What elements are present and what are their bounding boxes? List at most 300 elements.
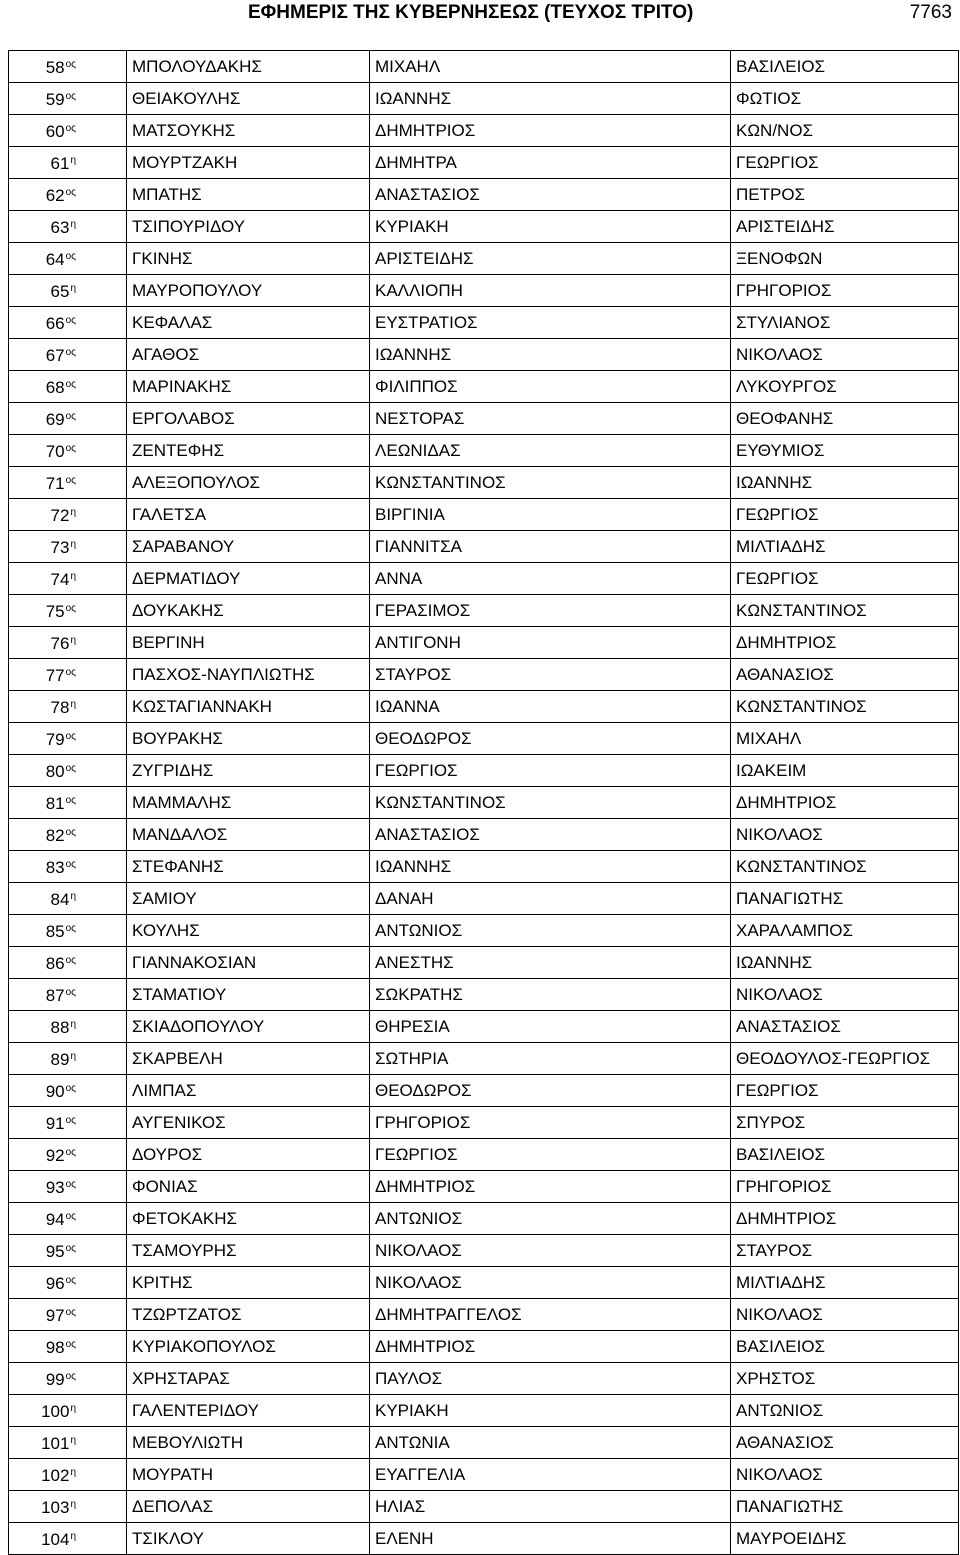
rank-cell <box>9 179 127 211</box>
surname-cell: ΜΟΥΡΤΖΑΚΗ <box>127 147 370 179</box>
rank-number: 95 <box>45 1242 65 1261</box>
firstname-cell: ΑΝΤΩΝΙΟΣ <box>370 1203 731 1235</box>
firstname-cell: ΑΝΑΣΤΑΣΙΟΣ <box>370 819 731 851</box>
table-row <box>9 1459 959 1491</box>
rank-suffix: ος <box>65 1307 76 1318</box>
rank-suffix: ος <box>65 795 76 806</box>
father-name-cell: ΧΡΗΣΤΟΣ <box>731 1363 959 1395</box>
surname-cell: ΜΠΑΤΗΣ <box>127 179 370 211</box>
surname-cell: ΦΟΝΙΑΣ <box>127 1171 370 1203</box>
rank-suffix: η <box>70 1499 76 1510</box>
table-row <box>9 1523 959 1555</box>
table-row <box>9 1203 959 1235</box>
father-name-cell: ΙΩΑΝΝΗΣ <box>731 947 959 979</box>
rank-suffix: ος <box>65 1275 76 1286</box>
father-name-cell: ΔΗΜΗΤΡΙΟΣ <box>731 787 959 819</box>
surname-cell: ΜΑΡΙΝΑΚΗΣ <box>127 371 370 403</box>
rank-cell <box>9 1011 127 1043</box>
surname-cell: ΦΕΤΟΚΑΚΗΣ <box>127 1203 370 1235</box>
table-row <box>9 947 959 979</box>
rank-number: 100 <box>41 1402 70 1421</box>
rank-suffix: ος <box>65 315 76 326</box>
firstname-cell: ΛΕΩΝΙΔΑΣ <box>370 435 731 467</box>
rank-suffix: ος <box>65 1179 76 1190</box>
surname-cell: ΖΕΝΤΕΦΗΣ <box>127 435 370 467</box>
rank-suffix: ος <box>65 443 76 454</box>
firstname-cell: ΑΝΤΩΝΙΑ <box>370 1427 731 1459</box>
father-name-cell: ΑΘΑΝΑΣΙΟΣ <box>731 659 959 691</box>
firstname-cell: ΚΥΡΙΑΚΗ <box>370 1395 731 1427</box>
rank-cell <box>9 531 127 563</box>
firstname-cell: ΔΗΜΗΤΡΑ <box>370 147 731 179</box>
father-name-cell: ΞΕΝΟΦΩΝ <box>731 243 959 275</box>
rank-number: 92 <box>45 1146 65 1165</box>
table-row <box>9 339 959 371</box>
rank-cell <box>9 1299 127 1331</box>
rank-suffix: ος <box>65 923 76 934</box>
rank-suffix: ος <box>65 1147 76 1158</box>
firstname-cell: ΔΗΜΗΤΡΑΓΓΕΛΟΣ <box>370 1299 731 1331</box>
ranking-table-container <box>8 50 958 1555</box>
father-name-cell: ΚΩΝΣΤΑΝΤΙΝΟΣ <box>731 595 959 627</box>
rank-cell <box>9 83 127 115</box>
table-row <box>9 83 959 115</box>
surname-cell: ΤΣΙΠΟΥΡΙΔΟΥ <box>127 211 370 243</box>
table-row <box>9 755 959 787</box>
rank-cell <box>9 595 127 627</box>
surname-cell: ΜΟΥΡΑΤΗ <box>127 1459 370 1491</box>
rank-cell <box>9 275 127 307</box>
rank-number: 93 <box>45 1178 65 1197</box>
rank-suffix: η <box>70 507 76 518</box>
surname-cell: ΜΑΜΜΑΛΗΣ <box>127 787 370 819</box>
surname-cell: ΔΟΥΡΟΣ <box>127 1139 370 1171</box>
table-row <box>9 723 959 755</box>
firstname-cell: ΕΥΣΤΡΑΤΙΟΣ <box>370 307 731 339</box>
rank-cell <box>9 659 127 691</box>
firstname-cell: ΒΙΡΓΙΝΙΑ <box>370 499 731 531</box>
rank-cell <box>9 307 127 339</box>
rank-cell <box>9 979 127 1011</box>
rank-suffix: ος <box>65 763 76 774</box>
rank-number: 76 <box>50 634 70 653</box>
firstname-cell: ΣΩΤΗΡΙΑ <box>370 1043 731 1075</box>
rank-number: 80 <box>45 762 65 781</box>
rank-number: 81 <box>45 794 65 813</box>
rank-number: 84 <box>50 890 70 909</box>
firstname-cell: ΓΙΑΝΝΙΤΣΑ <box>370 531 731 563</box>
surname-cell: ΠΑΣΧΟΣ-ΝΑΥΠΛΙΩΤΗΣ <box>127 659 370 691</box>
table-row <box>9 819 959 851</box>
rank-cell <box>9 1267 127 1299</box>
table-row <box>9 1491 959 1523</box>
rank-number: 70 <box>45 442 65 461</box>
rank-cell <box>9 435 127 467</box>
surname-cell: ΣΑΜΙΟΥ <box>127 883 370 915</box>
father-name-cell: ΦΩΤΙΟΣ <box>731 83 959 115</box>
firstname-cell: ΙΩΑΝΝΗΣ <box>370 851 731 883</box>
rank-cell <box>9 51 127 83</box>
rank-suffix: η <box>70 1051 76 1062</box>
father-name-cell: ΓΕΩΡΓΙΟΣ <box>731 499 959 531</box>
rank-cell <box>9 883 127 915</box>
firstname-cell: ΚΑΛΛΙΟΠΗ <box>370 275 731 307</box>
father-name-cell: ΒΑΣΙΛΕΙΟΣ <box>731 1331 959 1363</box>
table-row <box>9 1267 959 1299</box>
surname-cell: ΜΑΤΣΟΥΚΗΣ <box>127 115 370 147</box>
father-name-cell: ΔΗΜΗΤΡΙΟΣ <box>731 1203 959 1235</box>
father-name-cell: ΜΑΥΡΟΕΙΔΗΣ <box>731 1523 959 1555</box>
surname-cell: ΓΑΛΕΤΣΑ <box>127 499 370 531</box>
table-row <box>9 915 959 947</box>
rank-cell <box>9 819 127 851</box>
rank-cell <box>9 1395 127 1427</box>
table-row <box>9 1363 959 1395</box>
rank-suffix: η <box>70 283 76 294</box>
surname-cell: ΚΩΣΤΑΓΙΑΝΝΑΚΗ <box>127 691 370 723</box>
firstname-cell: ΓΕΡΑΣΙΜΟΣ <box>370 595 731 627</box>
firstname-cell: ΓΡΗΓΟΡΙΟΣ <box>370 1107 731 1139</box>
table-row <box>9 275 959 307</box>
surname-cell: ΤΣΑΜΟΥΡΗΣ <box>127 1235 370 1267</box>
table-row <box>9 627 959 659</box>
father-name-cell: ΓΕΩΡΓΙΟΣ <box>731 1075 959 1107</box>
father-name-cell: ΑΡΙΣΤΕΙΔΗΣ <box>731 211 959 243</box>
father-name-cell: ΓΡΗΓΟΡΙΟΣ <box>731 275 959 307</box>
firstname-cell: ΚΩΝΣΤΑΝΤΙΝΟΣ <box>370 787 731 819</box>
table-row <box>9 1235 959 1267</box>
rank-number: 67 <box>45 346 65 365</box>
surname-cell: ΜΑΥΡΟΠΟΥΛΟΥ <box>127 275 370 307</box>
rank-suffix: ος <box>65 1243 76 1254</box>
father-name-cell: ΝΙΚΟΛΑΟΣ <box>731 1299 959 1331</box>
rank-cell <box>9 1075 127 1107</box>
surname-cell: ΑΓΑΘΟΣ <box>127 339 370 371</box>
table-row <box>9 1075 959 1107</box>
rank-cell <box>9 467 127 499</box>
table-row <box>9 147 959 179</box>
rank-cell <box>9 947 127 979</box>
surname-cell: ΜΠΟΛΟΥΔΑΚΗΣ <box>127 51 370 83</box>
rank-number: 74 <box>50 570 70 589</box>
rank-cell <box>9 915 127 947</box>
rank-number: 103 <box>41 1498 70 1517</box>
father-name-cell: ΜΙΛΤΙΑΔΗΣ <box>731 531 959 563</box>
rank-suffix: η <box>70 891 76 902</box>
rank-cell <box>9 147 127 179</box>
firstname-cell: ΕΥΑΓΓΕΛΙΑ <box>370 1459 731 1491</box>
rank-suffix: η <box>70 571 76 582</box>
page-number: 7763 <box>909 2 952 23</box>
rank-suffix: η <box>70 219 76 230</box>
rank-number: 68 <box>45 378 65 397</box>
rank-suffix: ος <box>65 667 76 678</box>
rank-cell <box>9 723 127 755</box>
rank-number: 99 <box>45 1370 65 1389</box>
firstname-cell: ΘΕΟΔΩΡΟΣ <box>370 723 731 755</box>
rank-suffix: ος <box>65 1339 76 1350</box>
rank-suffix: η <box>70 1019 76 1030</box>
rank-suffix: ος <box>65 987 76 998</box>
rank-cell <box>9 1043 127 1075</box>
rank-suffix: ος <box>65 187 76 198</box>
rank-suffix: η <box>70 699 76 710</box>
firstname-cell: ΕΛΕΝΗ <box>370 1523 731 1555</box>
firstname-cell: ΝΙΚΟΛΑΟΣ <box>370 1235 731 1267</box>
rank-cell <box>9 211 127 243</box>
firstname-cell: ΙΩΑΝΝΗΣ <box>370 83 731 115</box>
rank-number: 97 <box>45 1306 65 1325</box>
firstname-cell: ΓΕΩΡΓΙΟΣ <box>370 1139 731 1171</box>
surname-cell: ΛΙΜΠΑΣ <box>127 1075 370 1107</box>
table-row <box>9 1011 959 1043</box>
father-name-cell: ΙΩΑΝΝΗΣ <box>731 467 959 499</box>
surname-cell: ΚΡΙΤΗΣ <box>127 1267 370 1299</box>
rank-suffix: ος <box>65 603 76 614</box>
rank-number: 82 <box>45 826 65 845</box>
surname-cell: ΤΣΙΚΛΟΥ <box>127 1523 370 1555</box>
table-row <box>9 1107 959 1139</box>
surname-cell: ΕΡΓΟΛΑΒΟΣ <box>127 403 370 435</box>
surname-cell: ΧΡΗΣΤΑΡΑΣ <box>127 1363 370 1395</box>
rank-number: 94 <box>45 1210 65 1229</box>
rank-cell <box>9 403 127 435</box>
firstname-cell: ΘΗΡΕΣΙΑ <box>370 1011 731 1043</box>
rank-suffix: ος <box>65 827 76 838</box>
firstname-cell: ΣΩΚΡΑΤΗΣ <box>370 979 731 1011</box>
rank-cell <box>9 1331 127 1363</box>
rank-cell <box>9 1203 127 1235</box>
table-row <box>9 787 959 819</box>
rank-suffix: ος <box>65 955 76 966</box>
surname-cell: ΤΖΩΡΤΖΑΤΟΣ <box>127 1299 370 1331</box>
rank-cell <box>9 755 127 787</box>
rank-cell <box>9 1427 127 1459</box>
table-row <box>9 1139 959 1171</box>
rank-suffix: ος <box>65 347 76 358</box>
firstname-cell: ΑΝΕΣΤΗΣ <box>370 947 731 979</box>
rank-number: 88 <box>50 1018 70 1037</box>
father-name-cell: ΚΩΝ/ΝΟΣ <box>731 115 959 147</box>
firstname-cell: ΔΗΜΗΤΡΙΟΣ <box>370 1171 731 1203</box>
rank-suffix: ος <box>65 91 76 102</box>
table-row <box>9 467 959 499</box>
rank-number: 58 <box>45 58 65 77</box>
rank-cell <box>9 115 127 147</box>
rank-cell <box>9 339 127 371</box>
table-row <box>9 691 959 723</box>
father-name-cell: ΑΝΑΣΤΑΣΙΟΣ <box>731 1011 959 1043</box>
table-row <box>9 979 959 1011</box>
father-name-cell: ΘΕΟΦΑΝΗΣ <box>731 403 959 435</box>
rank-number: 91 <box>45 1114 65 1133</box>
rank-number: 102 <box>41 1466 70 1485</box>
father-name-cell: ΛΥΚΟΥΡΓΟΣ <box>731 371 959 403</box>
father-name-cell: ΓΕΩΡΓΙΟΣ <box>731 147 959 179</box>
firstname-cell: ΝΕΣΤΟΡΑΣ <box>370 403 731 435</box>
surname-cell: ΓΙΑΝΝΑΚΟΣΙΑΝ <box>127 947 370 979</box>
rank-number: 61 <box>50 154 70 173</box>
rank-cell <box>9 1363 127 1395</box>
table-row <box>9 371 959 403</box>
rank-number: 87 <box>45 986 65 1005</box>
father-name-cell: ΠΕΤΡΟΣ <box>731 179 959 211</box>
ranking-table-body <box>9 51 959 1555</box>
father-name-cell: ΝΙΚΟΛΑΟΣ <box>731 1459 959 1491</box>
rank-number: 65 <box>50 282 70 301</box>
rank-number: 77 <box>45 666 65 685</box>
father-name-cell: ΜΙΛΤΙΑΔΗΣ <box>731 1267 959 1299</box>
rank-suffix: η <box>70 1531 76 1542</box>
surname-cell: ΚΥΡΙΑΚΟΠΟΥΛΟΣ <box>127 1331 370 1363</box>
table-row <box>9 307 959 339</box>
rank-number: 75 <box>45 602 65 621</box>
table-row <box>9 851 959 883</box>
table-row <box>9 115 959 147</box>
father-name-cell: ΜΙΧΑΗΛ <box>731 723 959 755</box>
rank-cell <box>9 851 127 883</box>
surname-cell: ΣΚΙΑΔΟΠΟΥΛΟΥ <box>127 1011 370 1043</box>
surname-cell: ΘΕΙΑΚΟΥΛΗΣ <box>127 83 370 115</box>
surname-cell: ΚΟΥΛΗΣ <box>127 915 370 947</box>
rank-suffix: η <box>70 1435 76 1446</box>
rank-number: 101 <box>41 1434 70 1453</box>
father-name-cell: ΙΩΑΚΕΙΜ <box>731 755 959 787</box>
surname-cell: ΑΥΓΕΝΙΚΟΣ <box>127 1107 370 1139</box>
father-name-cell: ΕΥΘΥΜΙΟΣ <box>731 435 959 467</box>
table-row <box>9 1043 959 1075</box>
table-row <box>9 51 959 83</box>
father-name-cell: ΚΩΝΣΤΑΝΤΙΝΟΣ <box>731 691 959 723</box>
father-name-cell: ΒΑΣΙΛΕΙΟΣ <box>731 51 959 83</box>
surname-cell: ΜΕΒΟΥΛΙΩΤΗ <box>127 1427 370 1459</box>
surname-cell: ΔΟΥΚΑΚΗΣ <box>127 595 370 627</box>
table-row <box>9 1171 959 1203</box>
page-header <box>0 0 960 40</box>
rank-cell <box>9 1139 127 1171</box>
firstname-cell: ΑΝΑΣΤΑΣΙΟΣ <box>370 179 731 211</box>
rank-cell <box>9 563 127 595</box>
father-name-cell: ΓΕΩΡΓΙΟΣ <box>731 563 959 595</box>
rank-number: 60 <box>45 122 65 141</box>
rank-suffix: η <box>70 155 76 166</box>
rank-number: 98 <box>45 1338 65 1357</box>
table-row <box>9 659 959 691</box>
firstname-cell: ΠΑΥΛΟΣ <box>370 1363 731 1395</box>
table-row <box>9 1395 959 1427</box>
rank-suffix: η <box>70 1403 76 1414</box>
rank-suffix: ος <box>65 411 76 422</box>
table-row <box>9 179 959 211</box>
table-row <box>9 435 959 467</box>
rank-cell <box>9 1171 127 1203</box>
rank-cell <box>9 1235 127 1267</box>
rank-number: 66 <box>45 314 65 333</box>
rank-suffix: ος <box>65 59 76 70</box>
firstname-cell: ΚΥΡΙΑΚΗ <box>370 211 731 243</box>
rank-cell <box>9 1107 127 1139</box>
table-row <box>9 883 959 915</box>
ranking-table <box>8 50 959 1555</box>
father-name-cell: ΓΡΗΓΟΡΙΟΣ <box>731 1171 959 1203</box>
surname-cell: ΒΟΥΡΑΚΗΣ <box>127 723 370 755</box>
rank-number: 73 <box>50 538 70 557</box>
father-name-cell: ΣΠΥΡΟΣ <box>731 1107 959 1139</box>
surname-cell: ΜΑΝΔΑΛΟΣ <box>127 819 370 851</box>
father-name-cell: ΒΑΣΙΛΕΙΟΣ <box>731 1139 959 1171</box>
father-name-cell: ΧΑΡΑΛΑΜΠΟΣ <box>731 915 959 947</box>
rank-suffix: ος <box>65 1371 76 1382</box>
father-name-cell: ΑΘΑΝΑΣΙΟΣ <box>731 1427 959 1459</box>
surname-cell: ΣΤΑΜΑΤΙΟΥ <box>127 979 370 1011</box>
rank-number: 79 <box>45 730 65 749</box>
surname-cell: ΔΕΡΜΑΤΙΔΟΥ <box>127 563 370 595</box>
rank-cell <box>9 1459 127 1491</box>
rank-number: 63 <box>50 218 70 237</box>
firstname-cell: ΑΝΝΑ <box>370 563 731 595</box>
rank-cell <box>9 691 127 723</box>
rank-cell <box>9 627 127 659</box>
rank-number: 62 <box>45 186 65 205</box>
father-name-cell: ΚΩΝΣΤΑΝΤΙΝΟΣ <box>731 851 959 883</box>
rank-suffix: ος <box>65 859 76 870</box>
rank-number: 72 <box>50 506 70 525</box>
firstname-cell: ΦΙΛΙΠΠΟΣ <box>370 371 731 403</box>
rank-suffix: ος <box>65 379 76 390</box>
surname-cell: ΑΛΕΞΟΠΟΥΛΟΣ <box>127 467 370 499</box>
surname-cell: ΔΕΠΟΛΑΣ <box>127 1491 370 1523</box>
rank-number: 64 <box>45 250 65 269</box>
rank-cell <box>9 499 127 531</box>
father-name-cell: ΔΗΜΗΤΡΙΟΣ <box>731 627 959 659</box>
rank-cell <box>9 243 127 275</box>
rank-cell <box>9 1491 127 1523</box>
rank-number: 85 <box>45 922 65 941</box>
surname-cell: ΣΑΡΑΒΑΝΟΥ <box>127 531 370 563</box>
father-name-cell: ΠΑΝΑΓΙΩΤΗΣ <box>731 1491 959 1523</box>
rank-suffix: ος <box>65 475 76 486</box>
firstname-cell: ΑΝΤΩΝΙΟΣ <box>370 915 731 947</box>
rank-suffix: ος <box>65 1115 76 1126</box>
father-name-cell: ΣΤΥΛΙΑΝΟΣ <box>731 307 959 339</box>
father-name-cell: ΝΙΚΟΛΑΟΣ <box>731 819 959 851</box>
firstname-cell: ΙΩΑΝΝΗΣ <box>370 339 731 371</box>
firstname-cell: ΔΗΜΗΤΡΙΟΣ <box>370 1331 731 1363</box>
rank-number: 96 <box>45 1274 65 1293</box>
father-name-cell: ΣΤΑΥΡΟΣ <box>731 1235 959 1267</box>
rank-suffix: η <box>70 635 76 646</box>
rank-cell <box>9 787 127 819</box>
surname-cell: ΚΕΦΑΛΑΣ <box>127 307 370 339</box>
firstname-cell: ΗΛΙΑΣ <box>370 1491 731 1523</box>
rank-number: 69 <box>45 410 65 429</box>
rank-suffix: ος <box>65 731 76 742</box>
surname-cell: ΣΚΑΡΒΕΛΗ <box>127 1043 370 1075</box>
rank-suffix: ος <box>65 1083 76 1094</box>
rank-number: 90 <box>45 1082 65 1101</box>
firstname-cell: ΘΕΟΔΩΡΟΣ <box>370 1075 731 1107</box>
table-row <box>9 563 959 595</box>
rank-suffix: η <box>70 1467 76 1478</box>
firstname-cell: ΓΕΩΡΓΙΟΣ <box>370 755 731 787</box>
firstname-cell: ΑΡΙΣΤΕΙΔΗΣ <box>370 243 731 275</box>
table-row <box>9 595 959 627</box>
table-row <box>9 403 959 435</box>
rank-number: 71 <box>45 474 65 493</box>
table-row <box>9 1299 959 1331</box>
rank-number: 86 <box>45 954 65 973</box>
table-row <box>9 499 959 531</box>
